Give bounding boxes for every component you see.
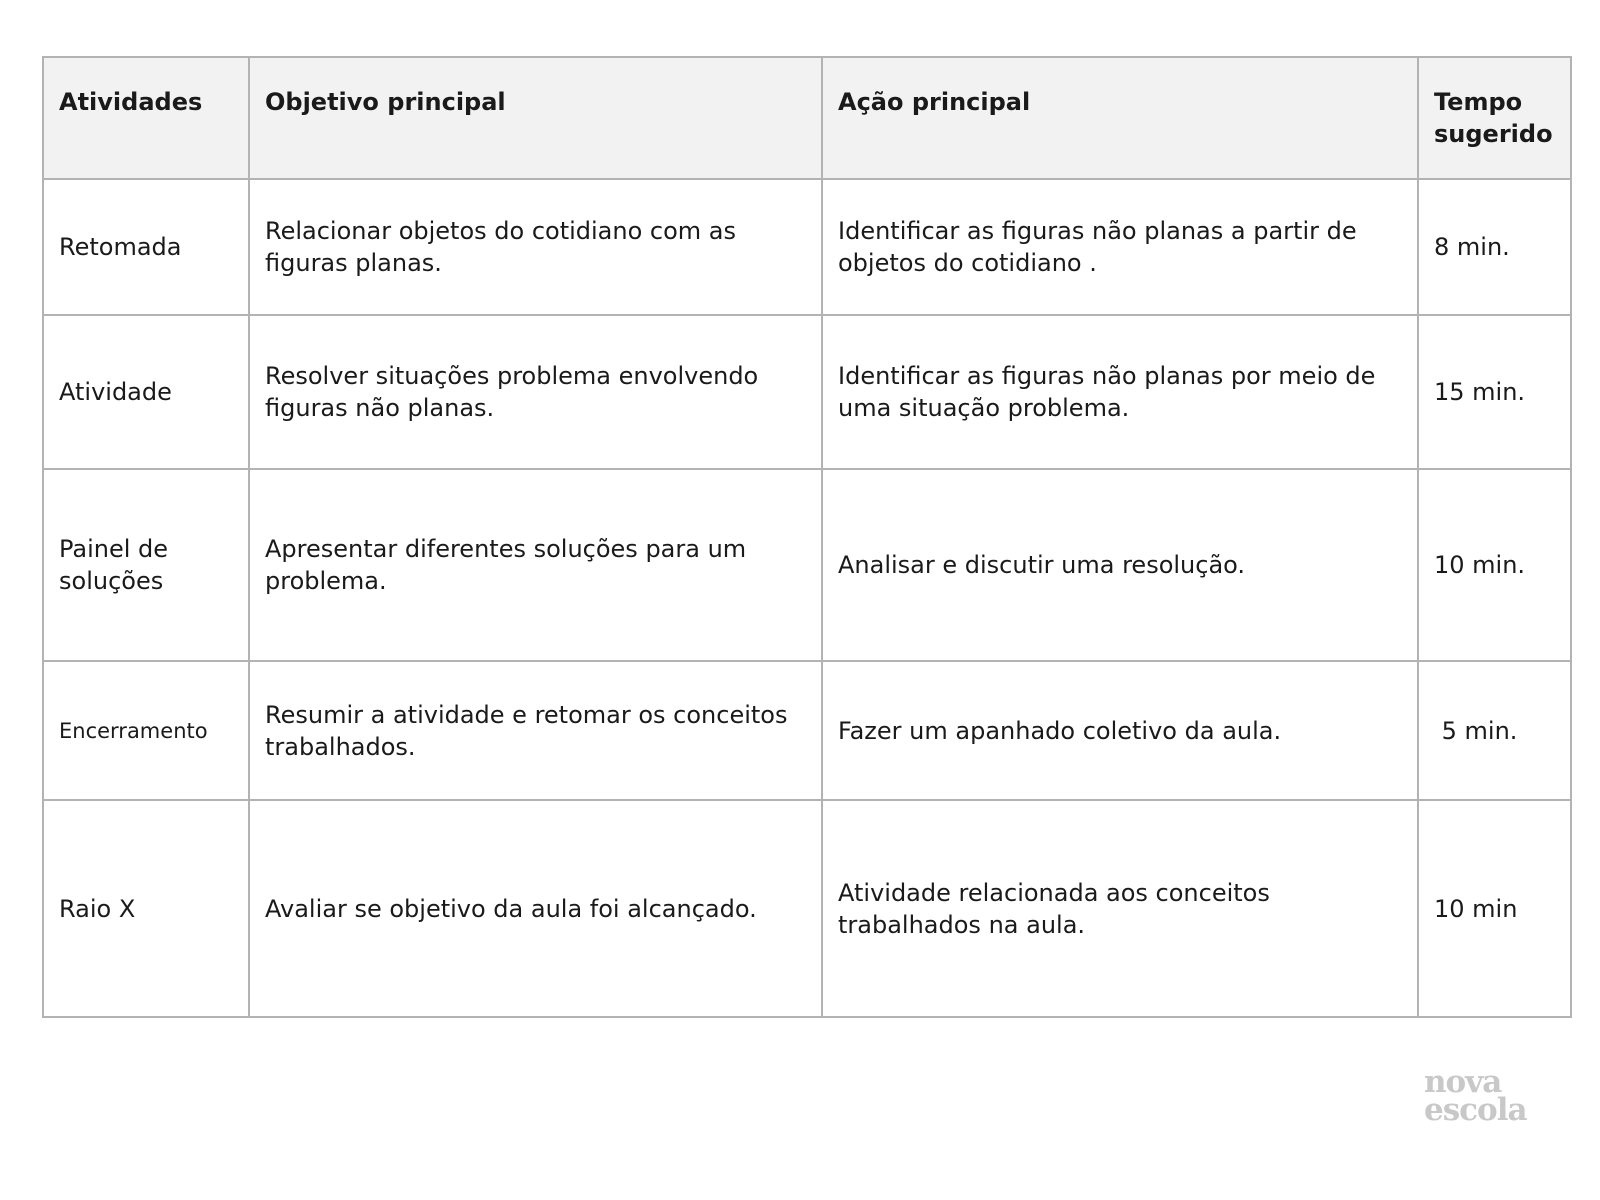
- cell-atividade: Retomada: [43, 179, 249, 315]
- cell-acao: Identificar as figuras não planas por meio de uma situação problema.: [822, 315, 1418, 469]
- table-header: [43, 57, 1571, 179]
- cell-atividade: Encerramento: [43, 661, 249, 800]
- cell-objetivo: Apresentar diferentes soluções para um problema.: [249, 469, 822, 661]
- cell-tempo: 10 min: [1418, 800, 1571, 1017]
- cell-objetivo: Resolver situações problema envolvendo figuras não planas.: [249, 315, 822, 469]
- header-tempo-sugerido: Tempo sugerido: [1418, 57, 1571, 179]
- logo-line-nova: nova: [1424, 1064, 1502, 1100]
- cell-tempo: 5 min.: [1418, 661, 1571, 800]
- cell-tempo: 8 min.: [1418, 179, 1571, 315]
- table-row: [43, 800, 1571, 1017]
- header-acao-principal: Ação principal: [822, 57, 1418, 179]
- cell-objetivo: Avaliar se objetivo da aula foi alcançado.: [249, 800, 822, 1017]
- header-row: [43, 57, 1571, 179]
- table-body: [43, 179, 1571, 1017]
- cell-atividade: Painel de soluções: [43, 469, 249, 661]
- cell-acao: Atividade relacionada aos conceitos trabalhados na aula.: [822, 800, 1418, 1017]
- table-row: [43, 469, 1571, 661]
- cell-atividade: Raio X: [43, 800, 249, 1017]
- cell-objetivo: Resumir a atividade e retomar os conceitos trabalhados.: [249, 661, 822, 800]
- lesson-plan-table: [42, 56, 1572, 1018]
- table-row: [43, 179, 1571, 315]
- logo-line-escola: escola: [1424, 1092, 1527, 1128]
- header-atividades: Atividades: [43, 57, 249, 179]
- cell-tempo: 10 min.: [1418, 469, 1571, 661]
- cell-acao: Analisar e discutir uma resolução.: [822, 469, 1418, 661]
- table-row: [43, 661, 1571, 800]
- header-objetivo-principal: Objetivo principal: [249, 57, 822, 179]
- nova-escola-logo: [1424, 1064, 1544, 1128]
- table-row: [43, 315, 1571, 469]
- cell-objetivo: Relacionar objetos do cotidiano com as figuras planas.: [249, 179, 822, 315]
- cell-atividade: Atividade: [43, 315, 249, 469]
- cell-acao: Identificar as figuras não planas a partir de objetos do cotidiano .: [822, 179, 1418, 315]
- cell-tempo: 15 min.: [1418, 315, 1571, 469]
- cell-acao: Fazer um apanhado coletivo da aula.: [822, 661, 1418, 800]
